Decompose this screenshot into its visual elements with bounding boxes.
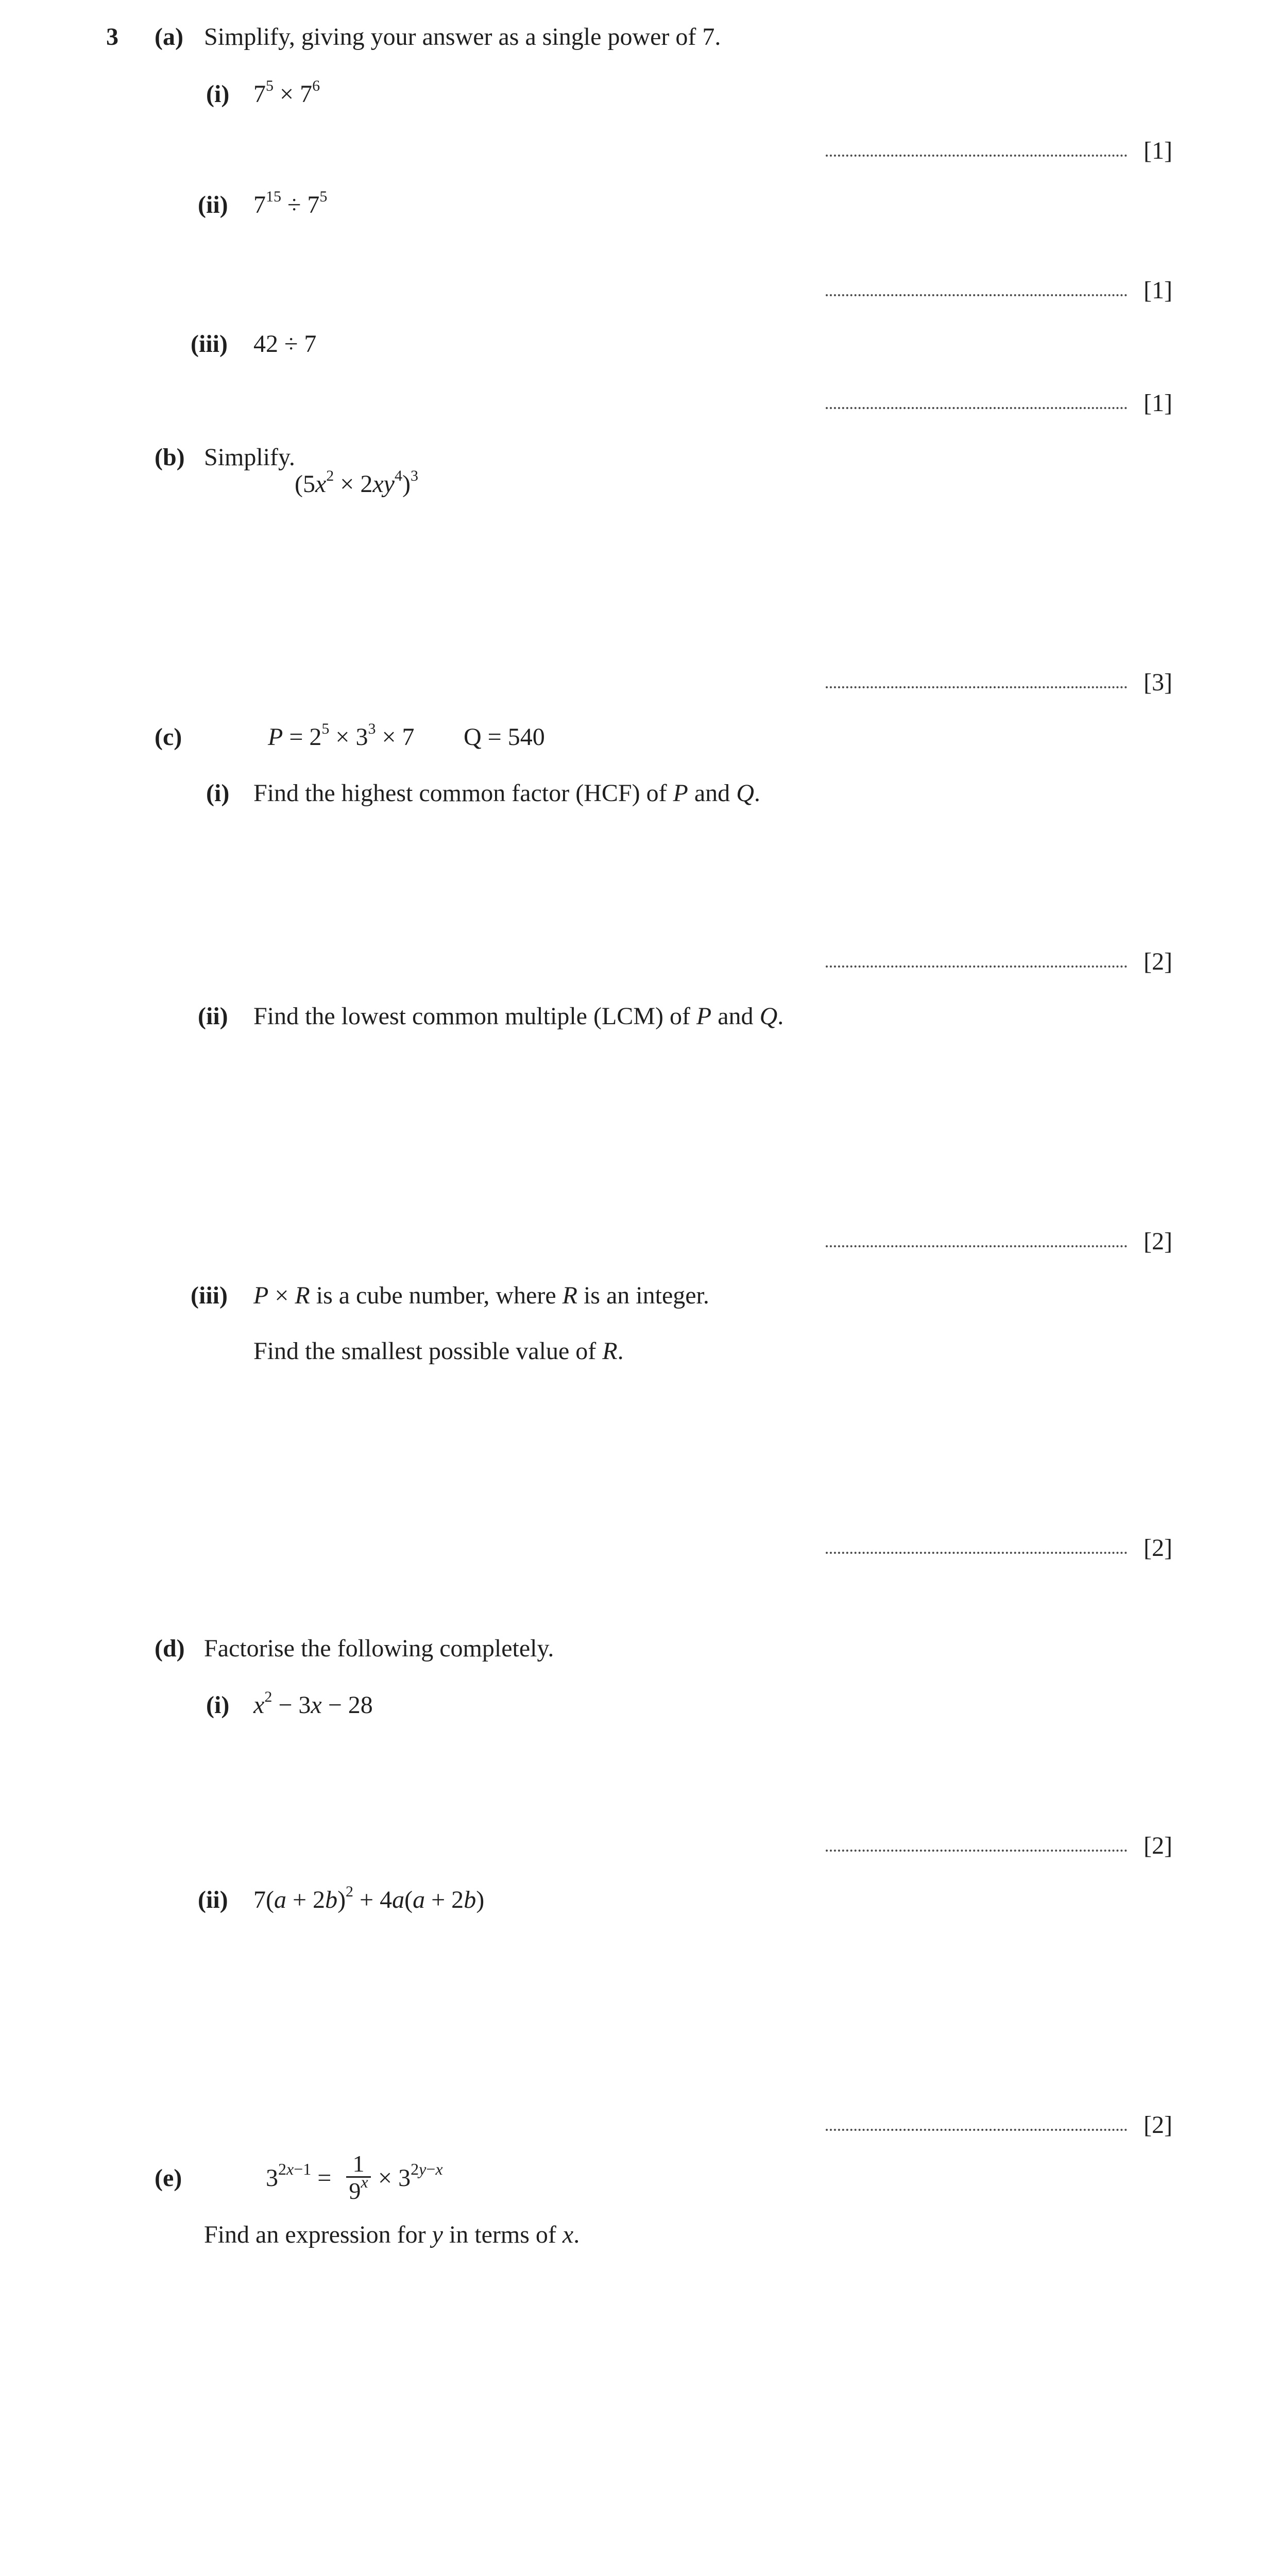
question-number: 3 [106, 23, 118, 50]
marks-c-iii: [2] [1144, 1534, 1172, 1562]
answer-line-d-i[interactable] [826, 1850, 1127, 1852]
part-b-expression: $(5x^2 \times 2xy^4)^3$ [295, 467, 418, 498]
part-b-label: (b) [155, 444, 185, 471]
part-e-label: (e) [155, 2164, 182, 2192]
answer-line-c-i[interactable] [826, 965, 1127, 968]
part-d-ii-expression: $7(a + 2b)^2 + 4a(a + 2b)$ [253, 1883, 485, 1913]
marks-a-iii: [1] [1144, 389, 1172, 417]
part-d-ii-label: (ii) [198, 1886, 228, 1913]
part-e-equation-left: $3^{2x-1}$ = [266, 2160, 332, 2192]
part-a-i-expression: $7^5 \times 7^6$ [253, 77, 320, 108]
part-c-ii-label: (ii) [198, 1003, 228, 1030]
marks-b: [3] [1144, 669, 1172, 696]
part-c-label: (c) [155, 723, 182, 751]
part-c-ii-text: Find the lowest common multiple (LCM) of P and Q. [253, 1003, 784, 1030]
answer-line-a-ii[interactable] [826, 294, 1127, 296]
part-d-i-label: (i) [206, 1691, 230, 1719]
part-c-iii-label: (iii) [191, 1282, 228, 1309]
answer-line-d-ii[interactable] [826, 2129, 1127, 2131]
answer-line-a-i[interactable] [826, 155, 1127, 157]
part-c-i-label: (i) [206, 779, 230, 807]
answer-line-b[interactable] [826, 686, 1127, 688]
part-c-p-definition: $P = 2^5 \times 3^3 \times 7$ [268, 720, 415, 751]
part-a-ii-expression: $7^{15} \div 7^5$ [253, 188, 328, 218]
part-e-equation-right: × $3^{2y-x}$ [378, 2160, 443, 2192]
part-d-instruction: Factorise the following completely. [204, 1635, 554, 1662]
part-d-label: (d) [155, 1635, 185, 1662]
part-b-instruction: Simplify. [204, 444, 295, 471]
part-e-fraction: 1 9$^x$ [346, 2151, 371, 2205]
marks-a-ii: [1] [1144, 277, 1172, 304]
answer-line-c-iii[interactable] [826, 1552, 1127, 1554]
part-c-iii-text: P × R is a cube number, where R is an integer. [253, 1282, 709, 1309]
marks-d-ii: [2] [1144, 2111, 1172, 2139]
answer-line-c-ii[interactable] [826, 1245, 1127, 1247]
marks-c-ii: [2] [1144, 1228, 1172, 1255]
part-a-instruction: Simplify, giving your answer as a single power of 7. [204, 23, 721, 50]
part-c-iii-task: Find the smallest possible value of R. [253, 1337, 624, 1365]
marks-c-i: [2] [1144, 948, 1172, 975]
part-a-label: (a) [155, 23, 183, 50]
part-a-i-label: (i) [206, 80, 230, 108]
part-c-q-definition: Q = 540 [464, 723, 545, 751]
part-a-ii-label: (ii) [198, 191, 228, 218]
answer-line-a-iii[interactable] [826, 407, 1127, 409]
part-e-instruction: Find an expression for y in terms of x. [204, 2221, 580, 2248]
part-d-i-expression: $x^2 - 3x - 28$ [253, 1688, 373, 1719]
marks-a-i: [1] [1144, 137, 1172, 164]
marks-d-i: [2] [1144, 1832, 1172, 1859]
part-a-iii-expression: 42 ÷ 7 [253, 330, 317, 358]
part-c-i-text: Find the highest common factor (HCF) of P and Q. [253, 779, 760, 807]
part-a-iii-label: (iii) [191, 330, 228, 358]
